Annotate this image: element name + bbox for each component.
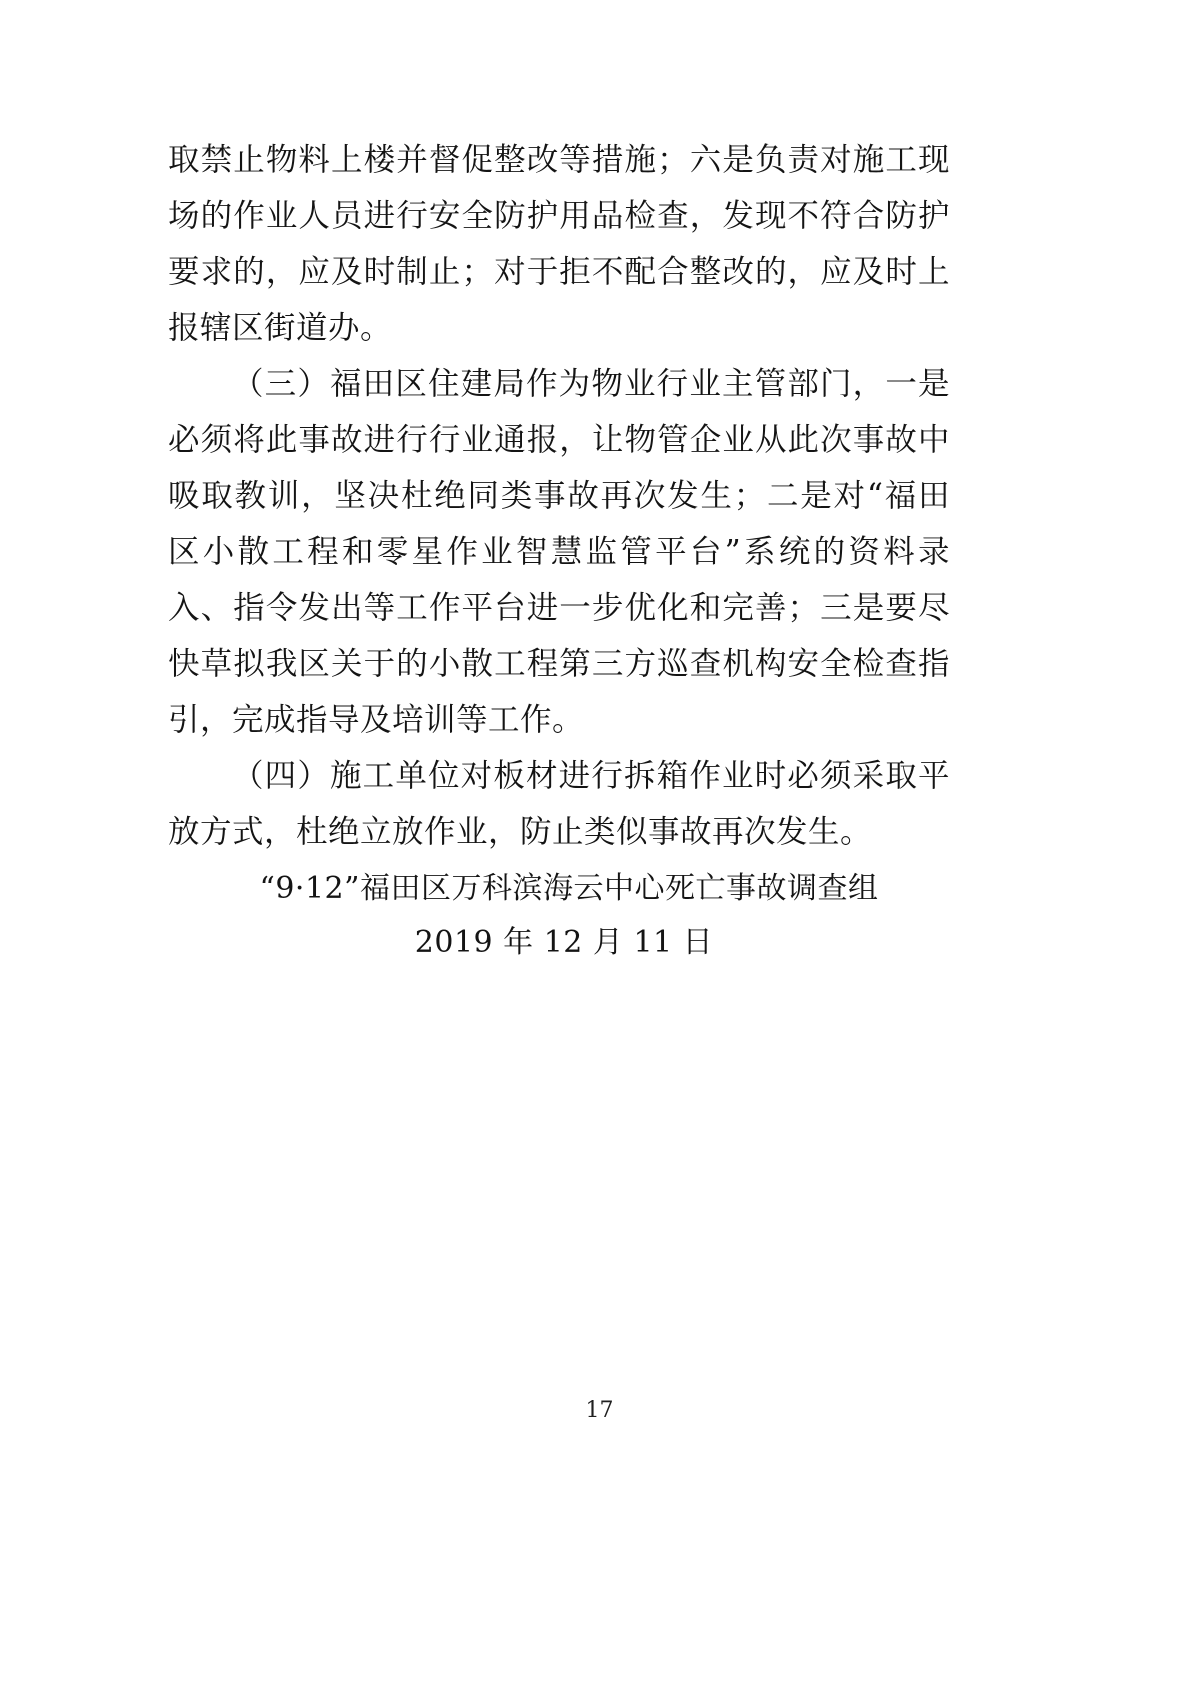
signature-block <box>168 862 950 970</box>
signature-date: 2019 年 12 月 11 日 <box>414 925 714 960</box>
page-number: 17 <box>585 1398 614 1423</box>
paragraph-section-three: （三）福田区住建局作为物业行业主管部门，一是必须将此事故进行行业通报，让物管企业从此次事故中吸取教训，坚决杜绝同类事故再次发生；二是对“福田区小散工程和零星作业智慧监管平台”系统的资料录入、指令发出等工作平台进一步优化和完善；三是要尽快草拟我区关于的小散工程第三方巡查机构安全检查指引，完成指导及培训等工作。 <box>168 366 950 738</box>
signature-organization: “9·12”福田区万科滨海云中心死亡事故调查组 <box>259 871 879 906</box>
paragraph-continued: 取禁止物料上楼并督促整改等措施；六是负责对施工现场的作业人员进行安全防护用品检查，发现不符合防护要求的，应及时制止；对于拒不配合整改的，应及时上报辖区街道办。 <box>168 142 950 346</box>
document-body <box>168 132 950 860</box>
paragraph-section-four: （四）施工单位对板材进行拆箱作业时必须采取平放方式，杜绝立放作业，防止类似事故再次发生。 <box>168 758 950 850</box>
